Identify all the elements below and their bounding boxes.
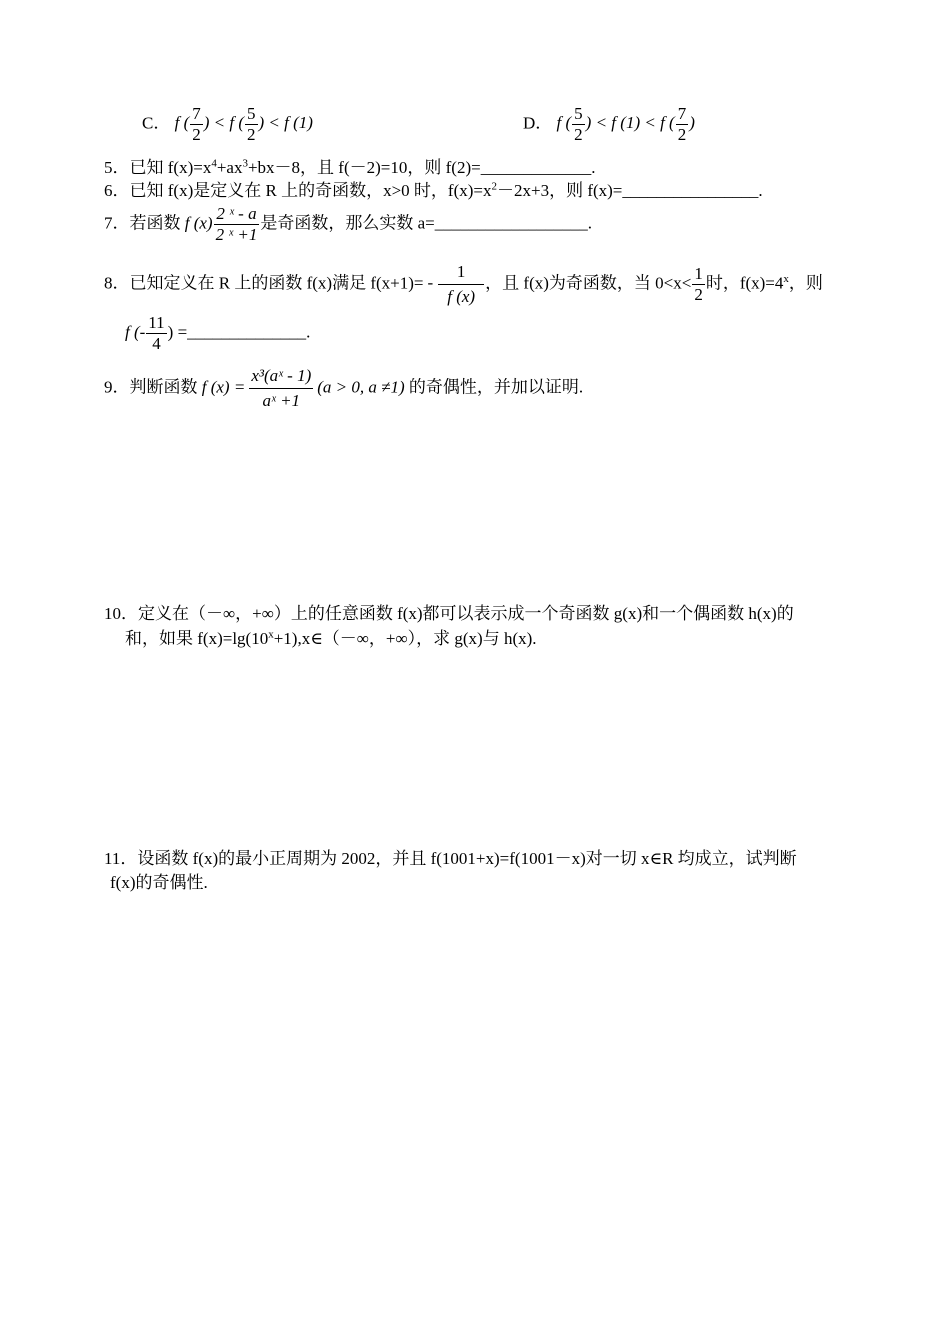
option-c-part1: f ( <box>174 113 190 133</box>
fraction-num: 11 <box>148 313 165 332</box>
fraction-den: 2 <box>694 285 703 304</box>
question-7 <box>104 204 592 245</box>
q10-sup-x: x <box>268 628 274 641</box>
fraction-5-2 <box>245 104 258 145</box>
fraction-num: 2 ˣ - a <box>214 204 260 225</box>
question-8-line-2 <box>125 313 310 354</box>
q6-text-a: 6．已知 f(x)是定义在 R 上的奇函数，x>0 时，f(x)=x <box>104 181 492 200</box>
question-9 <box>104 364 583 413</box>
fraction-den: 2 <box>247 125 256 144</box>
q5-text-c: +bx－8，且 f(－2)=10，则 f(2)=_____________. <box>247 158 596 177</box>
fraction-num: 1 <box>438 260 484 285</box>
q6-sup-2: 2 <box>491 180 497 193</box>
q7-fraction <box>214 204 260 245</box>
q8-text-d: ，则 <box>788 273 823 293</box>
option-c <box>142 104 313 145</box>
question-10-line-1 <box>104 599 794 624</box>
question-10-line-2 <box>125 624 537 649</box>
fraction-den: f (x) <box>447 287 476 306</box>
q5-text-a: 5．已知 f(x)=x <box>104 158 212 177</box>
fraction-den: 2 <box>192 125 201 144</box>
q9-text-a: 9．判断函数 <box>104 377 198 397</box>
q6-text-b: －2x+3，则 f(x)=________________. <box>496 181 763 200</box>
fraction-num: 7 <box>192 104 201 123</box>
option-d-part2: ) < f (1) < f ( <box>585 113 675 133</box>
q10-text-b: +1),x∈（－∞，+∞），求 g(x)与 h(x). <box>273 629 537 648</box>
q8-expr-open: f (- <box>125 322 146 342</box>
q9-fx: f (x) = <box>201 377 246 397</box>
question-8 <box>104 260 823 309</box>
fraction-7-2 <box>676 104 689 145</box>
option-c-expr <box>174 104 313 144</box>
q7-text-b: 是奇函数，那么实数 a=__________________. <box>260 213 593 233</box>
fraction-den: 2 ˣ +1 <box>215 225 258 244</box>
option-c-part2: ) < f ( <box>203 113 245 133</box>
q8-text-b: ，且 f(x)为奇函数，当 0<x< <box>485 273 692 293</box>
q8-sup-x: x <box>783 272 789 285</box>
q7-text-a: 7．若函数 <box>104 213 181 233</box>
fraction-num: x³(aˣ - 1) <box>249 364 313 389</box>
fraction-7-2 <box>190 104 203 145</box>
q8-text-a: 8．已知定义在 R 上的函数 f(x)满足 f(x+1)= <box>104 273 424 293</box>
q10-text-a: 和，如果 f(x)=lg(10 <box>125 629 269 648</box>
q9-text-b: 的奇偶性，并加以证明. <box>408 377 584 397</box>
q8-expr-close: ) =______________. <box>167 322 311 342</box>
option-d <box>523 104 695 145</box>
fraction-den: 2 <box>677 125 687 144</box>
question-5 <box>104 153 595 178</box>
question-11-line-2 <box>110 868 208 893</box>
option-c-label: C． <box>142 113 171 133</box>
q5-sup-3: 3 <box>242 157 248 170</box>
fraction-den: 2 <box>574 125 583 144</box>
q8-fraction-11-4 <box>146 313 166 354</box>
fraction-num: 5 <box>247 104 256 123</box>
fraction-den: aˣ +1 <box>262 391 301 410</box>
fraction-num: 7 <box>677 104 687 123</box>
fraction-num: 1 <box>694 264 703 283</box>
fraction-den: 4 <box>152 334 161 353</box>
fraction-num: 5 <box>574 104 583 123</box>
option-d-part3: ) <box>689 113 695 133</box>
option-c-part3: ) < f (1) <box>258 113 313 133</box>
question-6 <box>104 176 763 201</box>
q5-text-b: +ax <box>216 158 243 177</box>
q11-text-line2: f(x)的奇偶性. <box>110 873 208 892</box>
q8-fraction-half <box>692 264 705 305</box>
question-11-line-1 <box>104 844 797 869</box>
option-d-expr <box>556 104 695 144</box>
q8-minus: - <box>427 273 434 293</box>
fraction-5-2 <box>572 104 585 145</box>
q7-fx: f (x) <box>184 213 213 233</box>
q9-condition: (a > 0, a ≠1) <box>317 377 405 397</box>
q9-fraction <box>249 364 313 413</box>
q11-text-line1: 11．设函数 f(x)的最小正周期为 2002，并且 f(1001+x)=f(1001－x)对一切 x∈R 均成立，试判断 <box>104 849 797 868</box>
q8-text-c: 时，f(x)=4 <box>705 273 784 293</box>
q10-text-line1: 10．定义在（－∞，+∞）上的任意函数 f(x)都可以表示成一个奇函数 g(x)和一个偶函数 h(x)的 <box>104 604 794 623</box>
option-d-label: D． <box>523 113 553 133</box>
q5-sup-4: 4 <box>211 157 217 170</box>
option-d-part1: f ( <box>556 113 572 133</box>
q8-fraction-reciprocal <box>438 260 484 309</box>
